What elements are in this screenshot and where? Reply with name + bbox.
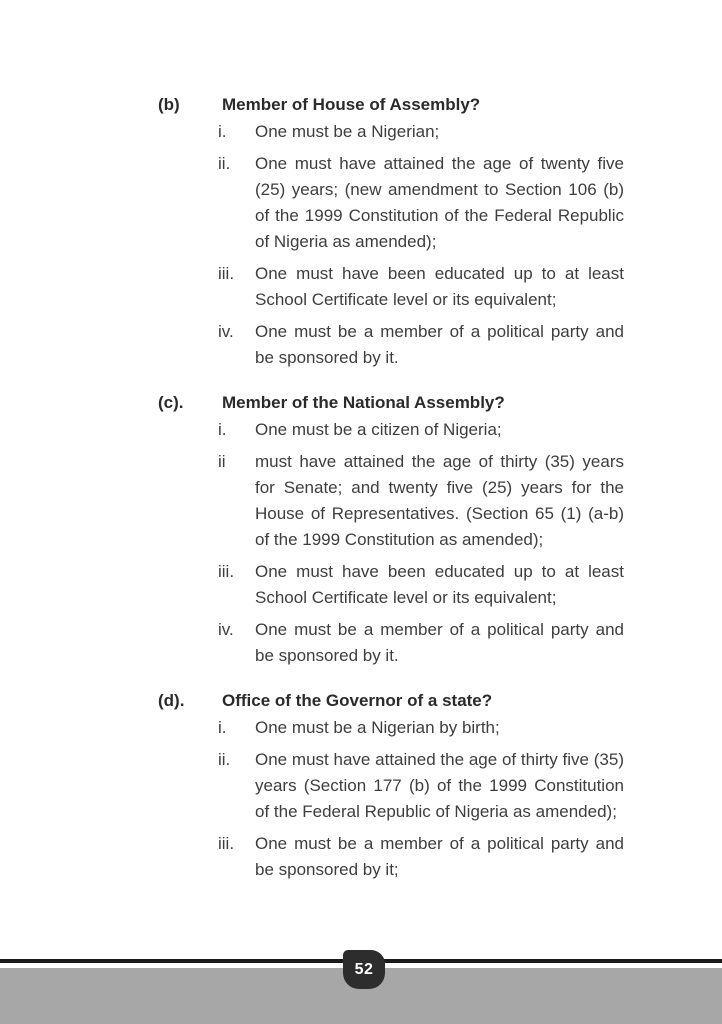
section-member-house-assembly — [158, 92, 624, 371]
page-content — [158, 92, 624, 883]
list-item — [158, 747, 624, 825]
item-text: One must be a member of a political party and be sponsored by it. — [255, 322, 624, 367]
section-heading — [158, 92, 624, 118]
list-item — [158, 417, 624, 443]
item-text: One must have attained the age of twenty five (25) years; (new amendment to Section 106 (b) of the 1999 Constitution of the Federal Republic of Nigeria as amended); — [255, 154, 624, 251]
item-text: One must be a Nigerian; — [255, 122, 440, 141]
item-numeral: ii. — [218, 154, 231, 173]
item-numeral: iv. — [218, 620, 234, 639]
section-items — [158, 119, 624, 371]
item-text: One must have been educated up to at least School Certificate level or its equivalent; — [255, 264, 624, 309]
item-numeral: iii. — [218, 562, 235, 581]
section-title: Office of the Governor of a state? — [222, 691, 493, 710]
section-label: (d). — [158, 691, 185, 710]
item-text: One must be a member of a political party and be sponsored by it. — [255, 620, 624, 665]
list-item — [158, 559, 624, 611]
item-numeral: i. — [218, 718, 227, 737]
item-text: One must be a Nigerian by birth; — [255, 718, 500, 737]
list-item — [158, 449, 624, 553]
item-numeral: i. — [218, 420, 227, 439]
list-item — [158, 617, 624, 669]
section-items — [158, 715, 624, 883]
item-text: One must be a citizen of Nigeria; — [255, 420, 502, 439]
section-heading — [158, 688, 624, 714]
list-item — [158, 715, 624, 741]
section-label: (c). — [158, 393, 184, 412]
item-text: must have attained the age of thirty (35) years for Senate; and twenty five (25) years for the House of Representatives. (Section 65 (1) (a-b) of the 1999 Constitution as amended); — [255, 452, 624, 549]
section-heading — [158, 390, 624, 416]
list-item — [158, 319, 624, 371]
section-member-national-assembly — [158, 390, 624, 669]
section-title: Member of the National Assembly? — [222, 393, 505, 412]
page-number-badge — [343, 950, 385, 989]
item-text: One must have been educated up to at least School Certificate level or its equivalent; — [255, 562, 624, 607]
section-office-governor — [158, 688, 624, 883]
item-numeral: ii — [218, 452, 226, 471]
page-number: 52 — [354, 960, 374, 978]
item-text: One must be a member of a political party and be sponsored by it; — [255, 834, 624, 879]
item-text: One must have attained the age of thirty five (35) years (Section 177 (b) of the 1999 Constitution of the Federal Republic of Nigeria as amended); — [255, 750, 624, 821]
section-label: (b) — [158, 95, 180, 114]
section-items — [158, 417, 624, 669]
item-numeral: iv. — [218, 322, 234, 341]
list-item — [158, 151, 624, 255]
list-item — [158, 119, 624, 145]
section-title: Member of House of Assembly? — [222, 95, 481, 114]
list-item — [158, 261, 624, 313]
list-item — [158, 831, 624, 883]
item-numeral: iii. — [218, 834, 235, 853]
item-numeral: iii. — [218, 264, 235, 283]
item-numeral: i. — [218, 122, 227, 141]
item-numeral: ii. — [218, 750, 231, 769]
